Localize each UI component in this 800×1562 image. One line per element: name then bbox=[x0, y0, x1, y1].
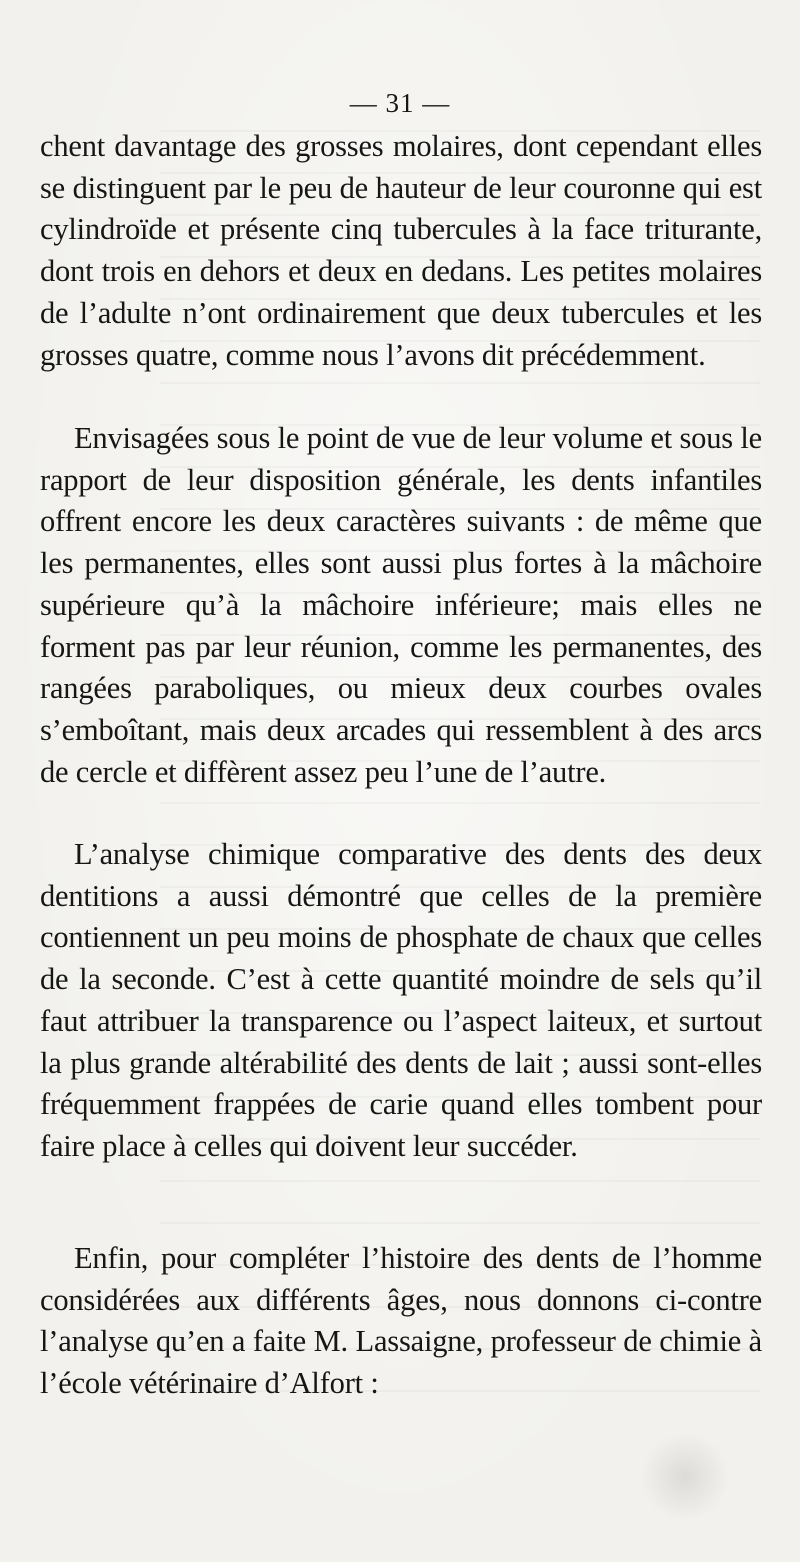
paragraph-text: Enfin, pour compléter l’histoire des dents de l’homme considérées aux différents âges, nous donnons ci-contre l’analyse qu’en a faite M. Lassaigne, professeur de chimie à l’école vétérinaire d’Alfort : bbox=[40, 1241, 762, 1401]
paragraph-2 bbox=[40, 418, 762, 793]
paper-stain bbox=[640, 1432, 730, 1522]
paragraph-3 bbox=[40, 834, 762, 1168]
paragraph-text: Envisagées sous le point de vue de leur volume et sous le rapport de leur disposition générale, les dents infantiles offrent encore les deux caractères suivants : de même que les permanentes, elles sont aussi plus fortes à la mâchoire supérieure qu’à la mâchoire inférieure; mais elles ne forment pas par leur réunion, comme les permanentes, des rangées paraboliques, ou mieux deux courbes ovales s’emboîtant, mais deux arcades qui ressemblent à des arcs de cercle et diffèrent assez peu l’une de l’autre. bbox=[40, 421, 762, 789]
paragraph-text: L’analyse chimique comparative des dents des deux dentitions a aussi démontré que celles de la première contiennent un peu moins de phosphate de chaux que celles de la seconde. C’est à cette quantité moindre de sels qu’il faut attribuer la transparence ou l’aspect laiteux, et surtout la plus grande altérabilité des dents de lait ; aussi sont-elles fréquemment frappées de carie quand elles tombent pour faire place à celles qui doivent leur succéder. bbox=[40, 837, 762, 1163]
paragraph-4 bbox=[40, 1238, 762, 1405]
paragraph-text: chent davantage des grosses molaires, dont cependant elles se distinguent par le peu de hauteur de leur couronne qui est cylindroïde et présente cinq tubercules à la face triturante, dont trois en dehors et deux en dedans. Les petites molaires de l’adulte n’ont ordinairement que deux tubercules et les grosses quatre, comme nous l’avons dit précédemment. bbox=[40, 129, 762, 372]
paragraph-1 bbox=[40, 126, 762, 376]
page-number: — 31 — bbox=[349, 88, 451, 118]
